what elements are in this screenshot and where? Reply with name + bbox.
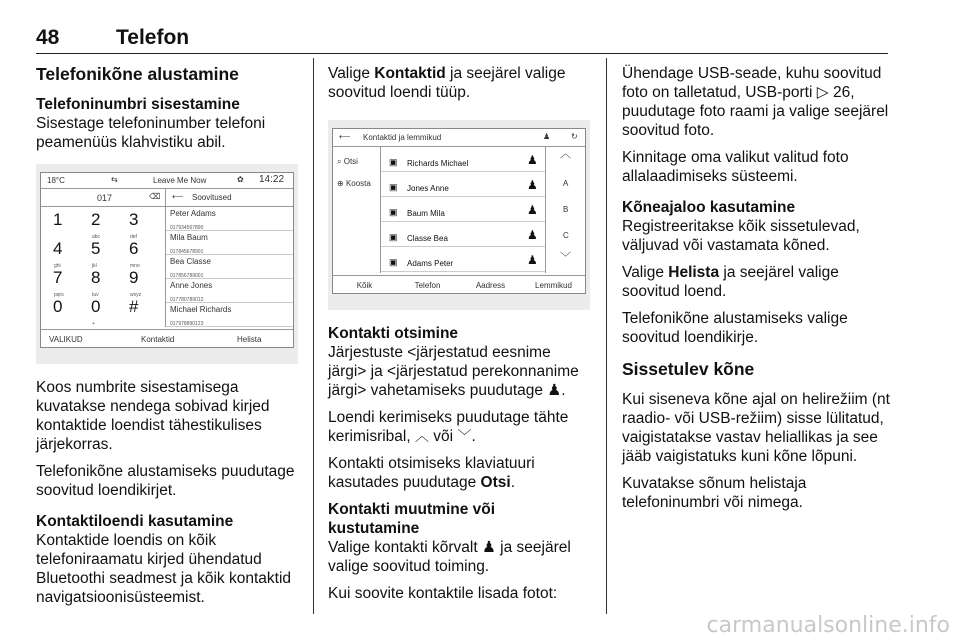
usb-icon: ⇆ bbox=[111, 175, 118, 184]
key-digit: 8 bbox=[91, 268, 101, 287]
contacts-tabs bbox=[333, 275, 585, 294]
subsection-heading: Kontakti otsimine bbox=[328, 325, 459, 342]
list-item[interactable] bbox=[166, 207, 294, 231]
favorites-label: Soovitused bbox=[192, 193, 232, 202]
contacts-screen bbox=[332, 128, 586, 294]
paragraph: Kontakti otsimiseks klaviatuuri kasutades puudutage Otsi. bbox=[328, 455, 535, 491]
list-item[interactable] bbox=[166, 303, 294, 327]
tab-item[interactable]: Kõik bbox=[356, 281, 373, 290]
contact-name: Baum Mila bbox=[407, 209, 445, 218]
column-divider bbox=[606, 58, 607, 614]
temperature: 18°C bbox=[47, 176, 65, 185]
chevron-down-icon: ﹀ bbox=[457, 428, 472, 444]
person-icon[interactable]: ♟ bbox=[527, 228, 538, 242]
table-row[interactable] bbox=[381, 247, 545, 272]
keypad-key[interactable] bbox=[87, 209, 117, 240]
column-1 bbox=[36, 64, 298, 615]
tab-item[interactable]: Aadress bbox=[475, 281, 506, 290]
key-letters: def bbox=[130, 234, 137, 240]
subsection-heading: Telefoninumbri sisestamine bbox=[36, 96, 240, 113]
scroll-letter[interactable]: C bbox=[563, 231, 569, 240]
contacts-title-bar bbox=[333, 129, 585, 147]
watermark: carmanualsonline.info bbox=[706, 613, 950, 638]
keypad bbox=[41, 207, 165, 327]
bold-term: Kontaktid bbox=[374, 65, 446, 82]
person-icon[interactable]: ♟ bbox=[527, 153, 538, 167]
table-row[interactable] bbox=[381, 172, 545, 197]
column-3 bbox=[622, 64, 890, 520]
contacts-sidebar bbox=[333, 147, 381, 273]
keypad-key[interactable] bbox=[87, 238, 117, 269]
key-letters: ghi bbox=[54, 263, 61, 269]
search-icon: ⌕ bbox=[337, 157, 342, 166]
person-icon[interactable]: ♟ bbox=[527, 203, 538, 217]
tab-item[interactable]: Telefon bbox=[414, 281, 441, 290]
keypad-key[interactable] bbox=[49, 296, 79, 322]
keypad-key[interactable] bbox=[125, 238, 155, 269]
person-icon[interactable]: ♟ bbox=[527, 178, 538, 192]
paragraph: Järjestuste <järjestatud eesnime järgi> ja <järjestatud perekonnanime järgi> vahetamiseks puudutage ♟. bbox=[328, 344, 579, 399]
scroll-letter[interactable]: A bbox=[563, 179, 569, 188]
key-digit: 7 bbox=[53, 268, 63, 287]
page-header bbox=[36, 24, 888, 54]
contact-card-icon: ▣ bbox=[389, 157, 398, 167]
paragraph: Kui soovite kontaktile lisada fotot: bbox=[328, 585, 558, 602]
key-digit: 0 bbox=[91, 297, 101, 316]
sort-icon[interactable]: ♟ bbox=[543, 132, 551, 141]
contact-name: Richards Michael bbox=[407, 159, 469, 168]
paragraph: Valige kontakti kõrvalt ♟ ja seejärel valige soovitud toiming. bbox=[328, 539, 571, 575]
list-item[interactable] bbox=[166, 279, 294, 303]
paragraph: Telefonikõne alustamiseks puudutage soovitud loendikirjet. bbox=[36, 463, 295, 499]
contact-name: Michael Richards bbox=[170, 305, 232, 314]
column-divider bbox=[313, 58, 314, 614]
chevron-up-icon: ︿ bbox=[415, 428, 429, 444]
contact-name: Jones Anne bbox=[407, 184, 449, 193]
tab-item[interactable]: Lemmikud bbox=[535, 281, 572, 290]
key-digit: # bbox=[129, 297, 139, 316]
keypad-key[interactable] bbox=[49, 267, 79, 298]
contact-card-icon: ▣ bbox=[389, 257, 398, 267]
section-heading: Telefonikõne alustamine bbox=[36, 64, 239, 84]
person-icon: ♟ bbox=[481, 539, 496, 556]
paragraph: Valige Kontaktid ja seejärel valige soovitud loendi tüüp. bbox=[328, 65, 566, 101]
contact-name: Mila Baum bbox=[170, 233, 208, 242]
contact-name: Bea Classe bbox=[170, 257, 211, 266]
scrollbar[interactable] bbox=[545, 147, 586, 273]
key-digit: 2 bbox=[91, 210, 101, 229]
subsection-heading: Kõneajaloo kasutamine bbox=[622, 199, 796, 216]
contact-name: Anne Jones bbox=[170, 281, 213, 290]
search-button[interactable]: ⌕ Otsi bbox=[337, 157, 358, 166]
now-playing: Leave Me Now bbox=[153, 176, 207, 185]
key-letters: tuv bbox=[92, 292, 99, 298]
list-item[interactable] bbox=[166, 231, 294, 255]
contact-number: 017978890123 bbox=[170, 321, 204, 327]
paragraph: Sisestage telefoninumber telefoni peamenüüs klahvistiku abil. bbox=[36, 115, 266, 151]
contact-card-icon: ▣ bbox=[389, 182, 398, 192]
bold-term: Otsi bbox=[480, 474, 511, 491]
key-digit: 6 bbox=[129, 239, 139, 258]
contact-number: 017845678901 bbox=[170, 249, 204, 255]
key-digit: 3 bbox=[129, 210, 139, 229]
person-icon[interactable]: ♟ bbox=[527, 253, 538, 267]
contact-number: 017780789012 bbox=[170, 297, 204, 303]
contacts-title: Kontaktid ja lemmikud bbox=[363, 133, 442, 142]
keypad-screenshot bbox=[36, 164, 298, 364]
keypad-key[interactable] bbox=[49, 209, 79, 235]
keypad-key[interactable] bbox=[87, 267, 117, 298]
keypad-key[interactable] bbox=[87, 296, 117, 327]
key-letters: wxyz bbox=[130, 292, 142, 298]
keypad-key[interactable] bbox=[125, 296, 155, 322]
key-letters: pqrs bbox=[54, 292, 64, 298]
paragraph: Kuvatakse sõnum helistaja telefoninumbri või nimega. bbox=[622, 475, 807, 511]
contact-number: 017856789001 bbox=[170, 273, 204, 279]
plus-icon: ⊕ bbox=[337, 179, 344, 188]
refresh-icon[interactable]: ↻ bbox=[571, 132, 578, 141]
table-row[interactable] bbox=[381, 147, 545, 172]
contacts-button[interactable]: Kontaktid bbox=[141, 335, 175, 344]
favorites-header[interactable] bbox=[165, 189, 294, 207]
contacts-screenshot bbox=[328, 120, 590, 310]
status-bar bbox=[41, 173, 293, 189]
gear-icon[interactable]: ✿ bbox=[237, 175, 244, 184]
contact-name: Peter Adams bbox=[170, 209, 216, 218]
bold-term: Helista bbox=[668, 264, 720, 281]
paragraph: Ühendage USB-seade, kuhu soovitud foto on talletatud, USB-porti ▷ 26, puudutage foto raami ja valige seejärel soovitud foto. bbox=[622, 65, 889, 139]
backspace-icon[interactable]: ⌫ bbox=[149, 192, 161, 201]
paragraph: Loendi kerimiseks puudutage tähte kerimisribal, ︿ või ﹀. bbox=[328, 409, 569, 445]
key-digit: 0 bbox=[53, 297, 63, 316]
key-digit: 1 bbox=[53, 210, 63, 229]
back-arrow-icon[interactable]: ⟵ bbox=[339, 132, 351, 141]
contact-number: 017934567890 bbox=[170, 225, 204, 231]
contact-name: Adams Peter bbox=[407, 259, 454, 268]
chevron-down-icon[interactable]: ﹀ bbox=[560, 252, 571, 264]
back-arrow-icon[interactable]: ⟵ bbox=[172, 192, 184, 201]
paragraph: Kui siseneva kõne ajal on helirežiim (nt raadio- või USB-režiim) sisse lülitatud, vaigistatakse vastav heliallikas ja see jääb vaigistatuks kuni kõne lõpuni. bbox=[622, 391, 890, 465]
number-display bbox=[41, 189, 165, 207]
subsection-heading: Kontaktiloendi kasutamine bbox=[36, 513, 234, 530]
page-number: 48 bbox=[36, 26, 60, 49]
contacts-list bbox=[381, 147, 545, 273]
paragraph: Koos numbrite sisestamisega kuvatakse nendega sobivad kirjed kontaktide loendist tähestikulises järjekorras. bbox=[36, 379, 270, 453]
paragraph: Kontaktide loendis on kõik telefoniraamatu kirjed ühendatud Bluetoothi seadmest ja kõik kontaktid navigatsioonisüsteemist. bbox=[36, 532, 292, 606]
entered-number: 017 bbox=[97, 193, 113, 203]
page-title: Telefon bbox=[116, 26, 190, 49]
key-letters: mno bbox=[130, 263, 140, 269]
paragraph: Registreeritakse kõik sissetulevad, väljuvad või vastamata kõned. bbox=[622, 218, 860, 254]
clock: 14:22 bbox=[259, 174, 285, 185]
create-button[interactable]: ⊕ Koosta bbox=[337, 179, 371, 188]
call-button[interactable]: Helista bbox=[237, 335, 262, 344]
keypad-key[interactable] bbox=[125, 209, 155, 240]
column-2 bbox=[328, 64, 590, 611]
page-reference-arrow-icon: ▷ bbox=[816, 84, 829, 101]
options-button[interactable]: VALIKUD bbox=[49, 335, 83, 344]
bottom-bar bbox=[41, 329, 293, 348]
chevron-up-icon[interactable]: ︿ bbox=[560, 148, 571, 160]
keypad-key[interactable] bbox=[125, 267, 155, 298]
key-letters: abc bbox=[92, 234, 101, 240]
keypad-key[interactable] bbox=[49, 238, 79, 269]
key-digit: 9 bbox=[129, 268, 139, 287]
list-item[interactable] bbox=[166, 255, 294, 279]
key-letters: jkl bbox=[92, 263, 97, 269]
contact-card-icon: ▣ bbox=[389, 207, 398, 217]
contact-name: Classe Bea bbox=[407, 234, 448, 243]
subsection-heading: Kontakti muutmine või kustutamine bbox=[328, 501, 496, 537]
key-digit: 4 bbox=[53, 239, 63, 258]
contact-card-icon: ▣ bbox=[389, 232, 398, 242]
key-letters: + bbox=[92, 321, 95, 327]
suggestion-list bbox=[165, 207, 294, 327]
keypad-screen bbox=[40, 172, 294, 348]
table-row[interactable] bbox=[381, 197, 545, 222]
scroll-letter[interactable]: B bbox=[563, 205, 569, 214]
paragraph: Kinnitage oma valikut valitud foto allalaadimiseks süsteemi. bbox=[622, 149, 849, 185]
key-digit: 5 bbox=[91, 239, 101, 258]
table-row[interactable] bbox=[381, 222, 545, 247]
sort-icon: ♟ bbox=[547, 382, 562, 399]
section-heading: Sissetulev kõne bbox=[622, 359, 755, 379]
paragraph: Valige Helista ja seejärel valige soovitud loend. bbox=[622, 264, 839, 300]
paragraph: Telefonikõne alustamiseks valige soovitud loendikirje. bbox=[622, 310, 848, 346]
